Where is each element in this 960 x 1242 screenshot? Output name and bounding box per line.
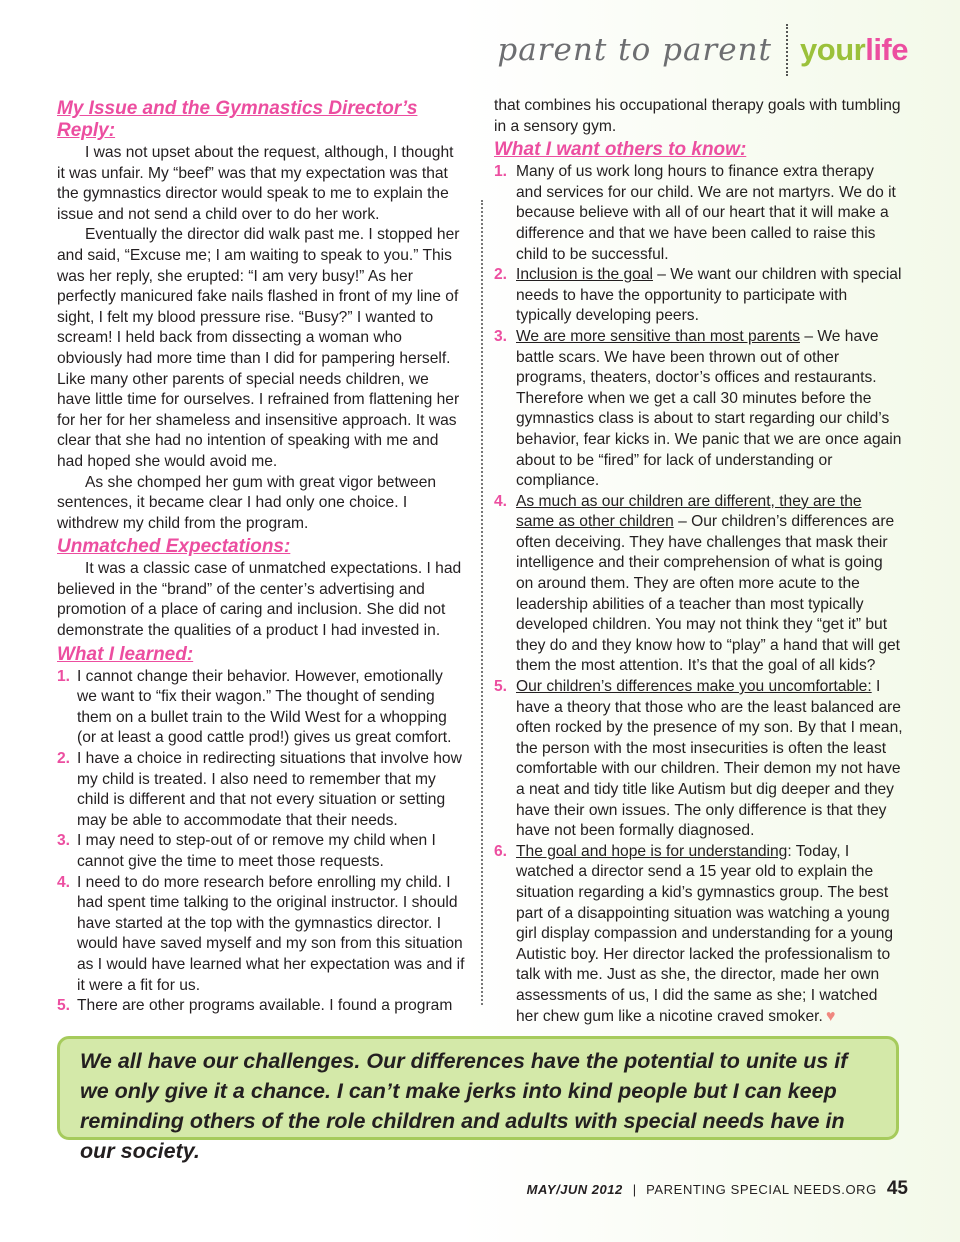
list-item bbox=[57, 996, 465, 1017]
paragraph: Eventually the director did walk past me. I stopped her and said, “Excuse me; I am waiting to speak to you.” This was her reply, she erupted: “I am very busy!” As her perfectly manicured fake nails flashed in front of my line of sight, I felt my blood pressure rise. “Busy?” I wanted to scream! I held back from dissecting a woman who obviously had more time than I did for pampering herself. Like many other parents of special needs children, we have little time for ourselves. I refrained from flattening her for her for her shameless and insensitive approach. It was clear that she had no intention of speaking with me and had hoped she would avoid me. bbox=[57, 226, 460, 470]
list-text: : Today, I watched a director send a 15 year old to explain the situation regarding a kid’s gymnastics group. The best part of a disappointing situation was watching a young girl display compassion and understanding for a young Autistic boy. Her director lacked the professionalism to talk with me. Just as she, the director, made her own assessments of us, I did the same as she; I watched her chew gum like a nicotine craved smoker. bbox=[516, 842, 894, 1025]
heart-icon: ♥ bbox=[825, 1007, 836, 1025]
list-text: I have a choice in redirecting situations that involve how my child is treated. I also need to remember that my child is different and that not every situation or setting may be able to accommodate that their needs. bbox=[77, 750, 462, 829]
heading-what-i-want-others-to-know: What I want others to know: bbox=[494, 139, 747, 161]
list-lead: Inclusion is the goal bbox=[516, 266, 653, 284]
list-text: I need to do more research before enrolling my child. I had spent time talking to the original instructor. I should have started at the top with the gymnastics director. I would have saved myself and my son from this situation as I would have learned what her expectation was and if it were a fit for us. bbox=[77, 873, 465, 994]
list-lead: As much as our children are different, they are the same as other children bbox=[516, 492, 862, 531]
list-number: 3. bbox=[494, 327, 508, 345]
page-header bbox=[497, 22, 908, 78]
list-text: I may need to step-out of or remove my child when I cannot give the time to meet those requests. bbox=[77, 832, 436, 870]
heading-what-i-learned: What I learned: bbox=[57, 643, 194, 665]
list-item bbox=[57, 873, 465, 997]
list-text: I have a theory that those who are the least balanced are often rocked by the presence of my son. By that I mean, the person with the most insecurities is often the least comfortable with our children. Their demon my not have a neat and tidy title like Autism but dig deeper and they have their own issues. The only difference is that they have not been formally diagnosed. bbox=[516, 678, 903, 840]
paragraph-continued: that combines his occupational therapy goals with tumbling in a sensory gym. bbox=[494, 97, 901, 135]
list-text: Many of us work long hours to finance extra therapy and services for our child. We are not martyrs. We do it because believe with all of our heart that it will make a difference and that we have been called to raise this child to be successful. bbox=[516, 163, 896, 263]
brand-life: life bbox=[865, 32, 908, 67]
list-text: – We want our children with special needs to have the opportunity to participate with typically developing peers. bbox=[516, 266, 902, 325]
pull-quote-callout bbox=[57, 1036, 899, 1163]
paragraph: I was not upset about the request, although, I thought it was unfair. My “beef” was that my expectation was that the gymnastics director would speak to me to explain the issue and not send a child over to do her work. bbox=[57, 144, 454, 223]
list-lead: The goal and hope is for understanding bbox=[516, 842, 788, 860]
list-item bbox=[494, 162, 904, 265]
list-number: 5. bbox=[57, 997, 71, 1015]
brand-your: your bbox=[800, 32, 866, 67]
list-number: 3. bbox=[57, 832, 71, 850]
section-label: parent to parent bbox=[497, 32, 773, 68]
heading-issue-reply: My Issue and the Gymnastics Director’s Reply: bbox=[57, 98, 418, 141]
header-divider bbox=[786, 24, 788, 76]
heading-unmatched-expectations: Unmatched Expectations: bbox=[57, 536, 291, 558]
footer-separator: | bbox=[632, 1182, 637, 1197]
list-item bbox=[494, 842, 904, 1027]
publication-name: PARENTING SPECIAL NEEDS.ORG bbox=[646, 1182, 877, 1197]
page-footer bbox=[527, 1178, 908, 1200]
list-item bbox=[494, 327, 904, 492]
list-text: There are other programs available. I found a program bbox=[77, 997, 453, 1015]
list-number: 1. bbox=[57, 667, 71, 685]
list-lead: Our children’s differences make you uncomfortable: bbox=[516, 678, 872, 696]
list-number: 1. bbox=[494, 163, 508, 181]
list-item bbox=[57, 749, 465, 831]
list-text: I cannot change their behavior. However, emotionally we want to “fix their wagon.” The thought of sending them on a bullet train to the Wild West for a whopping (or at least a good cattle prod!) gives us great comfort. bbox=[77, 667, 452, 747]
paragraph: As she chomped her gum with great vigor between sentences, it became clear I had only one choice. I withdrew my child from the program. bbox=[57, 473, 437, 532]
right-column bbox=[494, 96, 904, 1027]
list-number: 2. bbox=[494, 266, 508, 284]
left-column bbox=[57, 96, 465, 1017]
list-text: – Our children’s differences are often deceiving. They have challenges that mask their intelligence and their comprehension of what is going on around them. They are often more acute to the leadership abilities of a teacher than most typically developed children. You may not think they “get it” but they do and they know how to “play” a hand that will get them the most attention. It’s that the goal of all kids? bbox=[516, 513, 901, 675]
list-number: 2. bbox=[57, 750, 71, 768]
list-item bbox=[57, 667, 465, 749]
column-divider bbox=[481, 200, 483, 1005]
others-list bbox=[494, 162, 904, 1027]
list-number: 4. bbox=[57, 873, 71, 891]
list-item bbox=[57, 831, 465, 872]
paragraph: It was a classic case of unmatched expectations. I had believed in the “brand” of the center’s advertising and promotion of a place of caring and inclusion. She did not demonstrate the qualities of a product I had invested in. bbox=[57, 560, 462, 640]
list-item bbox=[494, 677, 904, 842]
list-number: 5. bbox=[494, 678, 508, 696]
callout-text: We all have our challenges. Our differences have the potential to unite us if we only give it a chance. I can’t make jerks into kind people but I can keep reminding others of the role children and adults with special needs have in our society. bbox=[80, 1049, 848, 1163]
issue-date: MAY/JUN 2012 bbox=[526, 1182, 623, 1197]
list-lead: We are more sensitive than most parents bbox=[516, 327, 800, 345]
learned-list bbox=[57, 667, 465, 1017]
brand-wordmark bbox=[800, 32, 908, 68]
list-item bbox=[494, 492, 904, 677]
list-number: 6. bbox=[494, 842, 508, 860]
list-number: 4. bbox=[494, 492, 508, 510]
page-number: 45 bbox=[886, 1178, 908, 1199]
list-item bbox=[494, 265, 904, 327]
list-text: – We have battle scars. We have been thrown out of other programs, theaters, doctor’s offices and restaurants. Therefore when we get a call 30 minutes before the gymnastics class is about to start regarding our child’s behavior, fear kicks in. We panic that we are once again about to be “fired” for lack of understanding or compliance. bbox=[516, 327, 902, 490]
